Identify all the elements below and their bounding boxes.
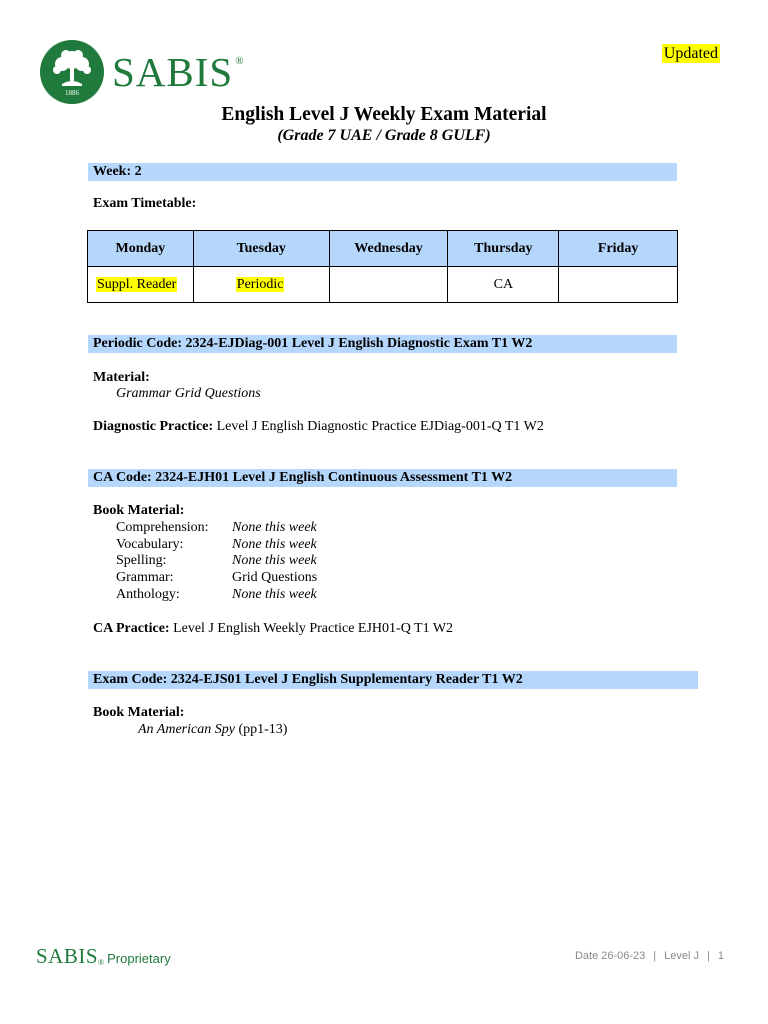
- exam-code-band: Exam Code: 2324-EJS01 Level J English Supplementary Reader T1 W2: [88, 671, 698, 689]
- timetable-header-monday: Monday: [88, 231, 194, 267]
- ca-row-spelling: Spelling: None this week: [116, 553, 317, 568]
- registered-mark: ®: [235, 54, 245, 67]
- updated-badge: Updated: [663, 45, 718, 62]
- sabis-logo: [40, 40, 245, 104]
- timetable-label: Exam Timetable:: [93, 196, 197, 211]
- ca-row-comprehension: Comprehension: None this week: [116, 520, 317, 535]
- tree-logo-icon: [40, 40, 104, 104]
- exam-book-material-label: Book Material:: [93, 705, 185, 720]
- timetable-cell-thursday: CA: [448, 267, 559, 303]
- timetable-cell-tuesday: Periodic: [193, 267, 329, 303]
- timetable-cell-monday: Suppl. Reader: [88, 267, 194, 303]
- exam-book-value: An American Spy (pp1-13): [138, 722, 288, 737]
- ca-code-band: CA Code: 2324-EJH01 Level J English Continuous Assessment T1 W2: [88, 469, 677, 487]
- ca-row-anthology: Anthology: None this week: [116, 587, 317, 602]
- timetable-header-row: [88, 231, 678, 267]
- timetable-header-thursday: Thursday: [448, 231, 559, 267]
- ca-book-material-label: Book Material:: [93, 503, 185, 518]
- page-title: English Level J Weekly Exam Material: [221, 104, 547, 125]
- timetable-header-wednesday: Wednesday: [329, 231, 448, 267]
- timetable-row: [88, 267, 678, 303]
- timetable-header-friday: Friday: [559, 231, 678, 267]
- footer-level: Level J: [664, 950, 700, 962]
- ca-row-grammar: Grammar: Grid Questions: [116, 570, 318, 585]
- timetable-cell-friday: [559, 267, 678, 303]
- ca-row-vocabulary: Vocabulary: None this week: [116, 537, 317, 552]
- diagnostic-practice: Diagnostic Practice: Level J English Diagnostic Practice EJDiag-001-Q T1 W2: [93, 419, 544, 434]
- periodic-code-band: Periodic Code: 2324-EJDiag-001 Level J English Diagnostic Exam T1 W2: [88, 335, 677, 353]
- week-band: Week: 2: [88, 163, 677, 181]
- material-value: Grammar Grid Questions: [116, 386, 261, 401]
- footer-meta: Date 26-06-23 | Level J | 1: [574, 950, 724, 962]
- page-subtitle: (Grade 7 UAE / Grade 8 GULF): [277, 127, 491, 144]
- timetable-cell-wednesday: [329, 267, 448, 303]
- logo-year: 1886: [65, 89, 79, 97]
- footer-date: Date 26-06-23: [574, 950, 646, 962]
- footer-page-number: 1: [717, 950, 724, 962]
- ca-practice: CA Practice: Level J English Weekly Practice EJH01-Q T1 W2: [93, 621, 454, 636]
- footer-logo: SABIS ® Proprietary: [36, 944, 171, 968]
- brand-name: SABIS ®: [112, 48, 245, 95]
- material-label: Material:: [93, 370, 150, 385]
- exam-timetable: [87, 230, 678, 303]
- timetable-header-tuesday: Tuesday: [193, 231, 329, 267]
